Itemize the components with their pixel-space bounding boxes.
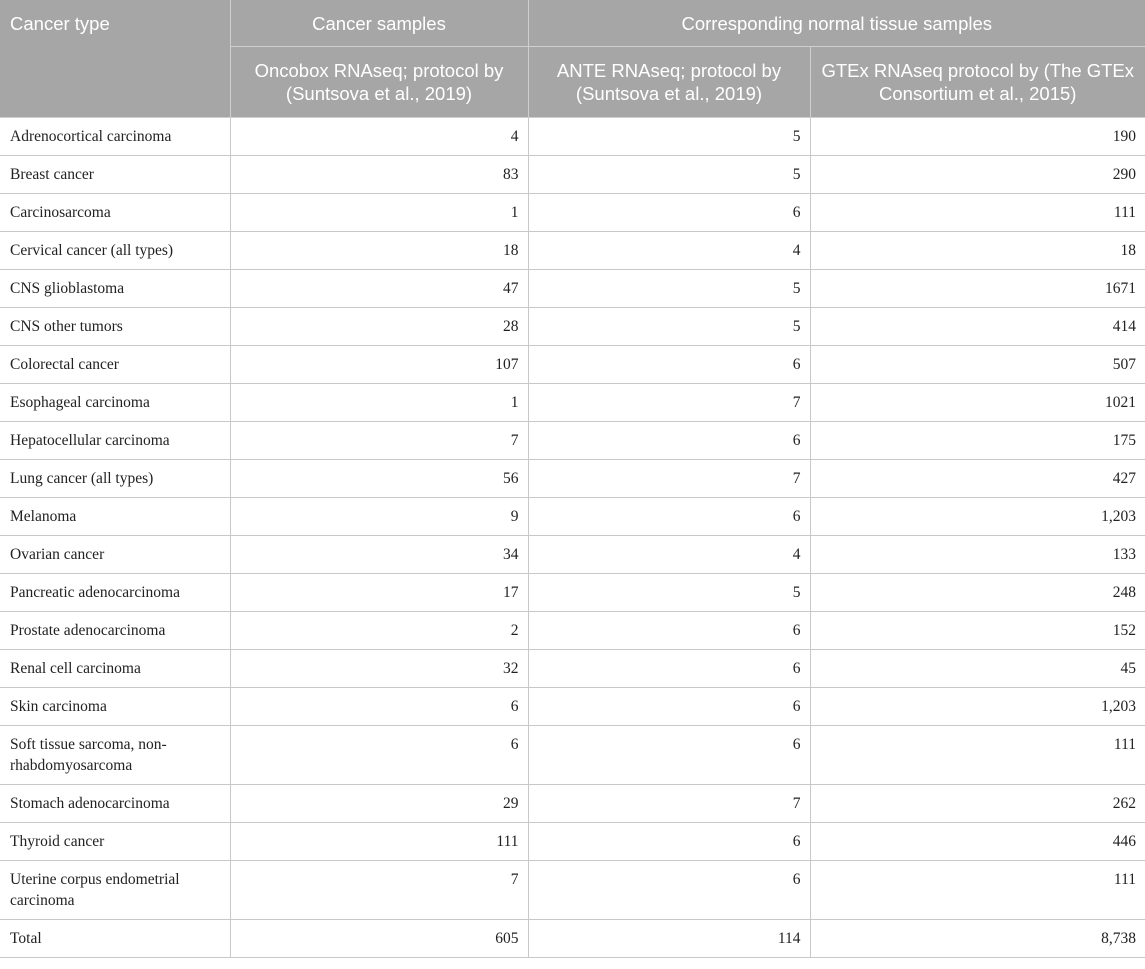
cell-oncobox: 32 [230, 650, 528, 688]
cell-oncobox: 6 [230, 726, 528, 785]
cell-oncobox: 34 [230, 536, 528, 574]
cell-gtex: 175 [810, 422, 1145, 460]
cell-gtex: 414 [810, 308, 1145, 346]
cell-ante: 6 [528, 194, 810, 232]
cell-ante: 6 [528, 612, 810, 650]
cell-oncobox: 9 [230, 498, 528, 536]
cell-gtex: 262 [810, 785, 1145, 823]
cell-oncobox: 1 [230, 194, 528, 232]
cell-oncobox: 7 [230, 422, 528, 460]
table-row [0, 498, 1145, 536]
cell-ante: 6 [528, 422, 810, 460]
cell-gtex: 111 [810, 861, 1145, 920]
cell-ante: 5 [528, 270, 810, 308]
table-row [0, 270, 1145, 308]
cell-cancer-type: CNS other tumors [0, 308, 230, 346]
table-row [0, 688, 1145, 726]
cell-cancer-type: Pancreatic adenocarcinoma [0, 574, 230, 612]
cell-cancer-type: Cervical cancer (all types) [0, 232, 230, 270]
cell-oncobox: 6 [230, 688, 528, 726]
col-header-cancer-samples: Cancer samples [230, 0, 528, 47]
cell-gtex: 111 [810, 726, 1145, 785]
col-header-ante: ANTE RNAseq; protocol by (Suntsova et al., 2019) [528, 47, 810, 118]
cell-gtex: 290 [810, 156, 1145, 194]
table-row-total [0, 920, 1145, 958]
cell-ante: 114 [528, 920, 810, 958]
cell-cancer-type: Soft tissue sarcoma, non-rhabdomyosarcoma [0, 726, 230, 785]
cell-oncobox: 28 [230, 308, 528, 346]
cell-cancer-type: Melanoma [0, 498, 230, 536]
table-header [0, 0, 1145, 118]
cell-ante: 4 [528, 232, 810, 270]
cell-oncobox: 56 [230, 460, 528, 498]
cell-oncobox: 7 [230, 861, 528, 920]
cell-gtex: 248 [810, 574, 1145, 612]
cell-ante: 5 [528, 118, 810, 156]
table-row [0, 650, 1145, 688]
cell-gtex: 18 [810, 232, 1145, 270]
cell-gtex: 111 [810, 194, 1145, 232]
cell-cancer-type: Stomach adenocarcinoma [0, 785, 230, 823]
cell-cancer-type: Adrenocortical carcinoma [0, 118, 230, 156]
cell-cancer-type: Carcinosarcoma [0, 194, 230, 232]
cell-ante: 5 [528, 574, 810, 612]
cell-gtex: 1,203 [810, 688, 1145, 726]
table-row [0, 785, 1145, 823]
cell-cancer-type: Colorectal cancer [0, 346, 230, 384]
cell-cancer-type: Uterine corpus endometrial carcinoma [0, 861, 230, 920]
cell-cancer-type: Total [0, 920, 230, 958]
cell-oncobox: 2 [230, 612, 528, 650]
cell-gtex: 507 [810, 346, 1145, 384]
table-row [0, 118, 1145, 156]
cell-ante: 6 [528, 861, 810, 920]
cell-cancer-type: Prostate adenocarcinoma [0, 612, 230, 650]
col-header-normal-samples: Corresponding normal tissue samples [528, 0, 1145, 47]
cell-gtex: 1671 [810, 270, 1145, 308]
table-row [0, 156, 1145, 194]
cell-gtex: 427 [810, 460, 1145, 498]
cell-cancer-type: Lung cancer (all types) [0, 460, 230, 498]
col-header-oncobox: Oncobox RNAseq; protocol by (Suntsova et al., 2019) [230, 47, 528, 118]
cell-ante: 6 [528, 823, 810, 861]
table-row [0, 726, 1145, 785]
table-row [0, 861, 1145, 920]
cell-ante: 6 [528, 346, 810, 384]
cell-ante: 6 [528, 498, 810, 536]
col-header-cancer-type: Cancer type [0, 0, 230, 118]
cell-cancer-type: Esophageal carcinoma [0, 384, 230, 422]
cell-ante: 7 [528, 785, 810, 823]
cell-oncobox: 17 [230, 574, 528, 612]
cell-cancer-type: CNS glioblastoma [0, 270, 230, 308]
cell-gtex: 152 [810, 612, 1145, 650]
cell-ante: 7 [528, 460, 810, 498]
cell-cancer-type: Breast cancer [0, 156, 230, 194]
cell-oncobox: 107 [230, 346, 528, 384]
table-row [0, 612, 1145, 650]
cell-gtex: 8,738 [810, 920, 1145, 958]
cell-cancer-type: Skin carcinoma [0, 688, 230, 726]
cell-ante: 4 [528, 536, 810, 574]
table-row [0, 232, 1145, 270]
cell-ante: 6 [528, 688, 810, 726]
cell-gtex: 1021 [810, 384, 1145, 422]
table-row [0, 574, 1145, 612]
cell-gtex: 446 [810, 823, 1145, 861]
cell-oncobox: 83 [230, 156, 528, 194]
cell-oncobox: 1 [230, 384, 528, 422]
cell-oncobox: 18 [230, 232, 528, 270]
cell-ante: 7 [528, 384, 810, 422]
cell-oncobox: 4 [230, 118, 528, 156]
cell-cancer-type: Thyroid cancer [0, 823, 230, 861]
cell-oncobox: 29 [230, 785, 528, 823]
cell-oncobox: 111 [230, 823, 528, 861]
table-row [0, 460, 1145, 498]
table-row [0, 308, 1145, 346]
cell-gtex: 190 [810, 118, 1145, 156]
table-row [0, 346, 1145, 384]
cell-ante: 6 [528, 650, 810, 688]
cell-cancer-type: Hepatocellular carcinoma [0, 422, 230, 460]
table-row [0, 536, 1145, 574]
cell-cancer-type: Renal cell carcinoma [0, 650, 230, 688]
cell-gtex: 1,203 [810, 498, 1145, 536]
header-row-groups [0, 0, 1145, 47]
cell-ante: 5 [528, 308, 810, 346]
col-header-gtex: GTEx RNAseq protocol by (The GTEx Consortium et al., 2015) [810, 47, 1145, 118]
table-body [0, 118, 1145, 958]
cell-cancer-type: Ovarian cancer [0, 536, 230, 574]
table-row [0, 384, 1145, 422]
cell-ante: 5 [528, 156, 810, 194]
table-row [0, 823, 1145, 861]
table-row [0, 422, 1145, 460]
table-row [0, 194, 1145, 232]
cell-ante: 6 [528, 726, 810, 785]
cell-oncobox: 605 [230, 920, 528, 958]
cell-oncobox: 47 [230, 270, 528, 308]
cell-gtex: 133 [810, 536, 1145, 574]
cell-gtex: 45 [810, 650, 1145, 688]
